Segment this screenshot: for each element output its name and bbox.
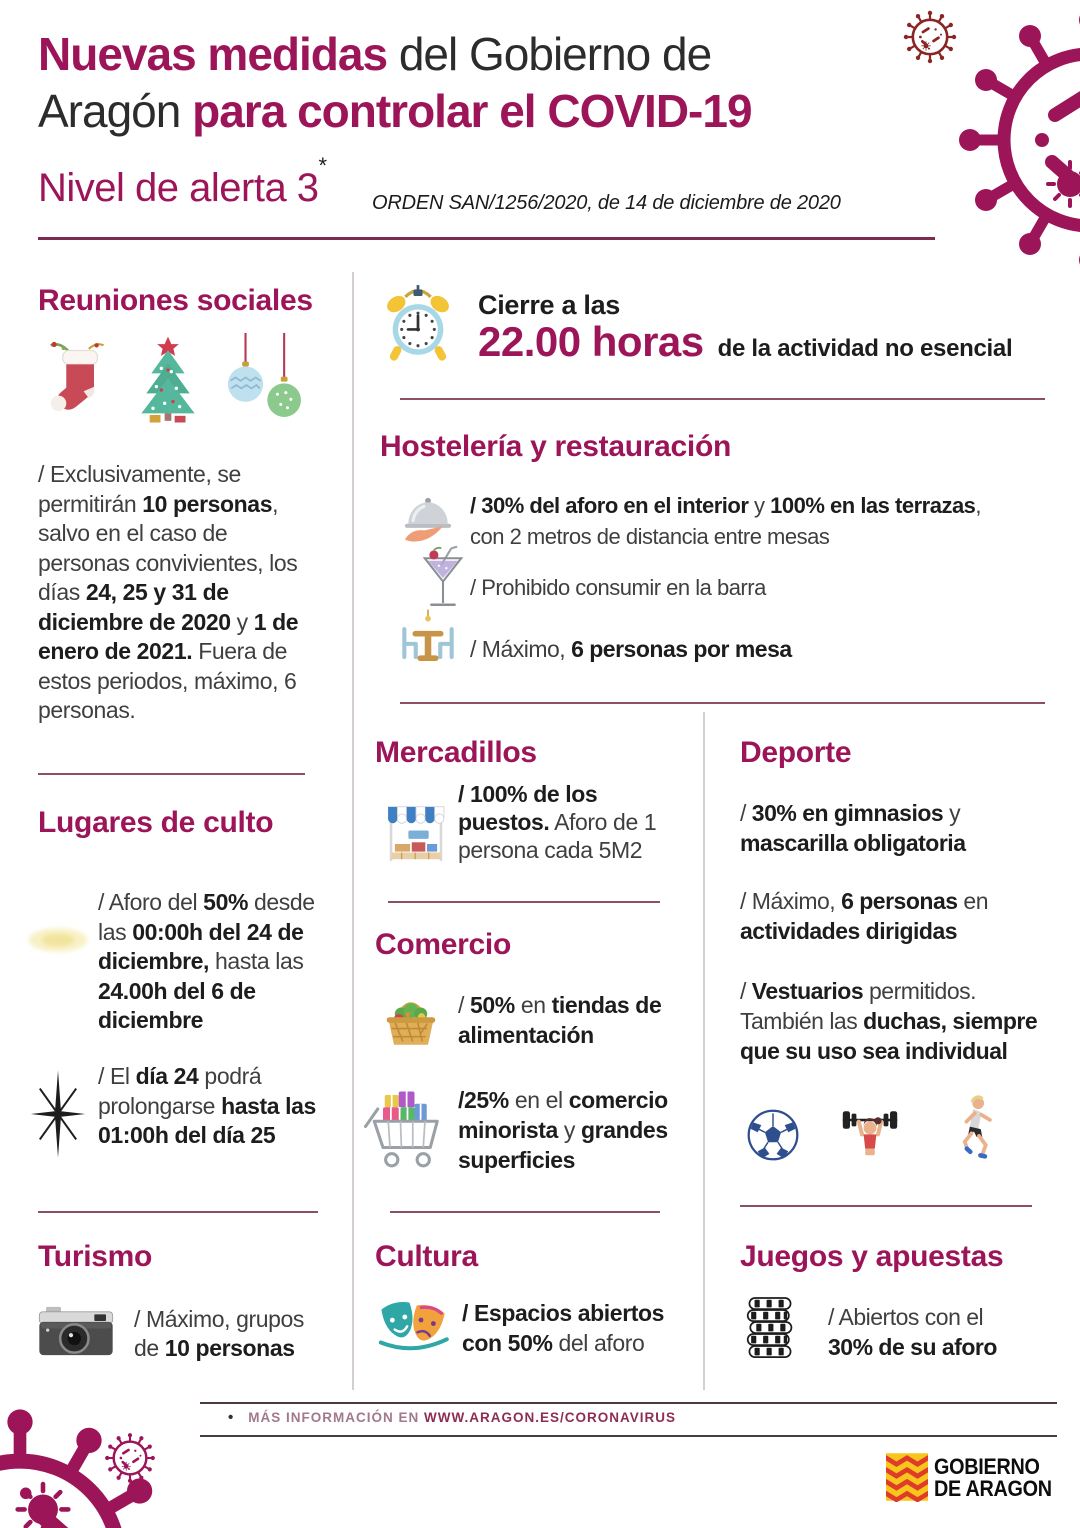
poker-chips-icon [746, 1296, 794, 1360]
cierre-prefix: Cierre a las [478, 290, 620, 320]
hosteleria-item2: / Prohibido consumir en la barra [470, 575, 766, 600]
hosteleria-item1: / 30% del aforo en el interior y 100% en las terrazas, con 2 metros de distancia entre mesas [470, 493, 982, 549]
footer-divider-bottom [200, 1435, 1057, 1437]
lugares-item2: / El día 24 podrá prolongarse hasta las 01:00h del día 25 [98, 1063, 316, 1148]
footer-bullet: • [228, 1409, 235, 1426]
turismo-body: / Máximo, grupos de 10 personas [134, 1306, 304, 1361]
logo-line2: DE ARAGON [934, 1476, 1052, 1501]
footer-info-link[interactable]: WWW.ARAGON.ES/CORONAVIRUS [424, 1410, 677, 1425]
divider-cierre [400, 398, 1045, 400]
aragon-flag-logo [886, 1452, 928, 1502]
christmas-stocking-icon [42, 332, 120, 428]
header-divider [38, 237, 935, 240]
deporte-item2: / Máximo, 6 personas en actividades dirigidas [740, 888, 989, 944]
alert-asterisk: * [318, 152, 327, 178]
logo-line1: GOBIERNO [934, 1454, 1040, 1479]
coronavirus-small-bottom-icon [100, 1428, 160, 1488]
government-logo-text [934, 1456, 1052, 1500]
runner-icon [948, 1092, 1000, 1168]
cierre-suffix: de la actividad no esencial [717, 335, 1013, 362]
theater-masks-icon [376, 1292, 450, 1356]
section-title-hosteleria: Hostelería y restauración [380, 430, 731, 463]
section-title-juegos: Juegos y apuestas [740, 1240, 1004, 1273]
cocktail-glass-icon [418, 545, 468, 613]
weightlifter-icon [838, 1100, 902, 1164]
soccer-ball-icon [746, 1108, 800, 1162]
page-title-line1: Nuevas medidas del Gobierno de [38, 28, 712, 80]
juegos-body: / Abiertos con el 30% de su aforo [828, 1304, 997, 1360]
section-title-comercio: Comercio [375, 928, 511, 961]
photo-camera-icon [36, 1302, 116, 1360]
mercadillos-body: / 100% de los puestos. Aforo de 1 persona cada 5M2 [458, 781, 657, 863]
section-title-lugares: Lugares de culto [38, 806, 274, 839]
deporte-item1: / 30% en gimnasios y mascarilla obligatoria [740, 800, 966, 856]
column-divider-left [352, 272, 354, 1390]
deporte-item3: / Vestuarios permitidos. También las duchas, siempre que su uso sea individual [740, 978, 1038, 1064]
coronavirus-small-dotted-icon [898, 5, 962, 69]
section-title-mercadillos: Mercadillos [375, 736, 537, 769]
divider-lugares [38, 1211, 318, 1213]
star-sparkle-icon [28, 1066, 88, 1162]
cierre-time: 22.00 horas [478, 318, 704, 365]
alarm-clock-icon [380, 280, 456, 368]
reuniones-body: / Exclusivamente, se permitirán 10 personas, salvo en el caso de personas convivientes, los días 24, 25 y 31 de diciembre de 2020 y 1 de enero de 2021. Fuera de estos periodos, máximo, 6 personas. [38, 461, 299, 723]
footer-info [228, 1409, 676, 1426]
comercio-item1: / 50% en tiendas de alimentación [458, 992, 662, 1048]
lugares-item1: / Aforo del 50% desde las 00:00h del 24 de diciembre, hasta las 24.00h del 6 de diciembre [98, 889, 315, 1033]
section-title-cultura: Cultura [375, 1240, 478, 1273]
hosteleria-item3: / Máximo, 6 personas por mesa [470, 636, 792, 662]
comercio-item2: /25% en el comercio minorista y grandes superficies [458, 1087, 668, 1173]
order-reference: ORDEN SAN/1256/2020, de 14 de diciembre de 2020 [372, 192, 841, 214]
shopping-cart-gifts-icon [360, 1088, 448, 1172]
sun-glow-icon [26, 918, 90, 962]
footer-divider-top [200, 1402, 1057, 1404]
divider-comercio [390, 1211, 660, 1213]
food-basket-icon [378, 988, 444, 1048]
cultura-body: / Espacios abiertos con 50% del aforo [462, 1300, 665, 1356]
table-and-chairs-icon [396, 608, 460, 670]
alert-level: Nivel de alerta 3* [38, 152, 327, 210]
section-title-reuniones: Reuniones sociales [38, 284, 313, 317]
page-title [38, 26, 752, 140]
section-title-turismo: Turismo [38, 1240, 153, 1273]
divider-hosteleria [400, 702, 1045, 704]
divider-reuniones [38, 773, 305, 775]
section-title-deporte: Deporte [740, 736, 852, 769]
cierre-time-line [478, 318, 1012, 366]
christmas-tree-icon [128, 330, 208, 430]
column-divider-right [703, 712, 705, 1390]
footer-info-label: MÁS INFORMACIÓN EN [248, 1410, 425, 1425]
serving-cloche-icon [400, 490, 456, 546]
page-title-line2: Aragón para controlar el COVID-19 [38, 85, 752, 137]
market-stall-icon [383, 800, 449, 866]
christmas-baubles-icon [222, 330, 306, 430]
divider-deporte [740, 1205, 1032, 1207]
divider-mercadillos [388, 901, 660, 903]
